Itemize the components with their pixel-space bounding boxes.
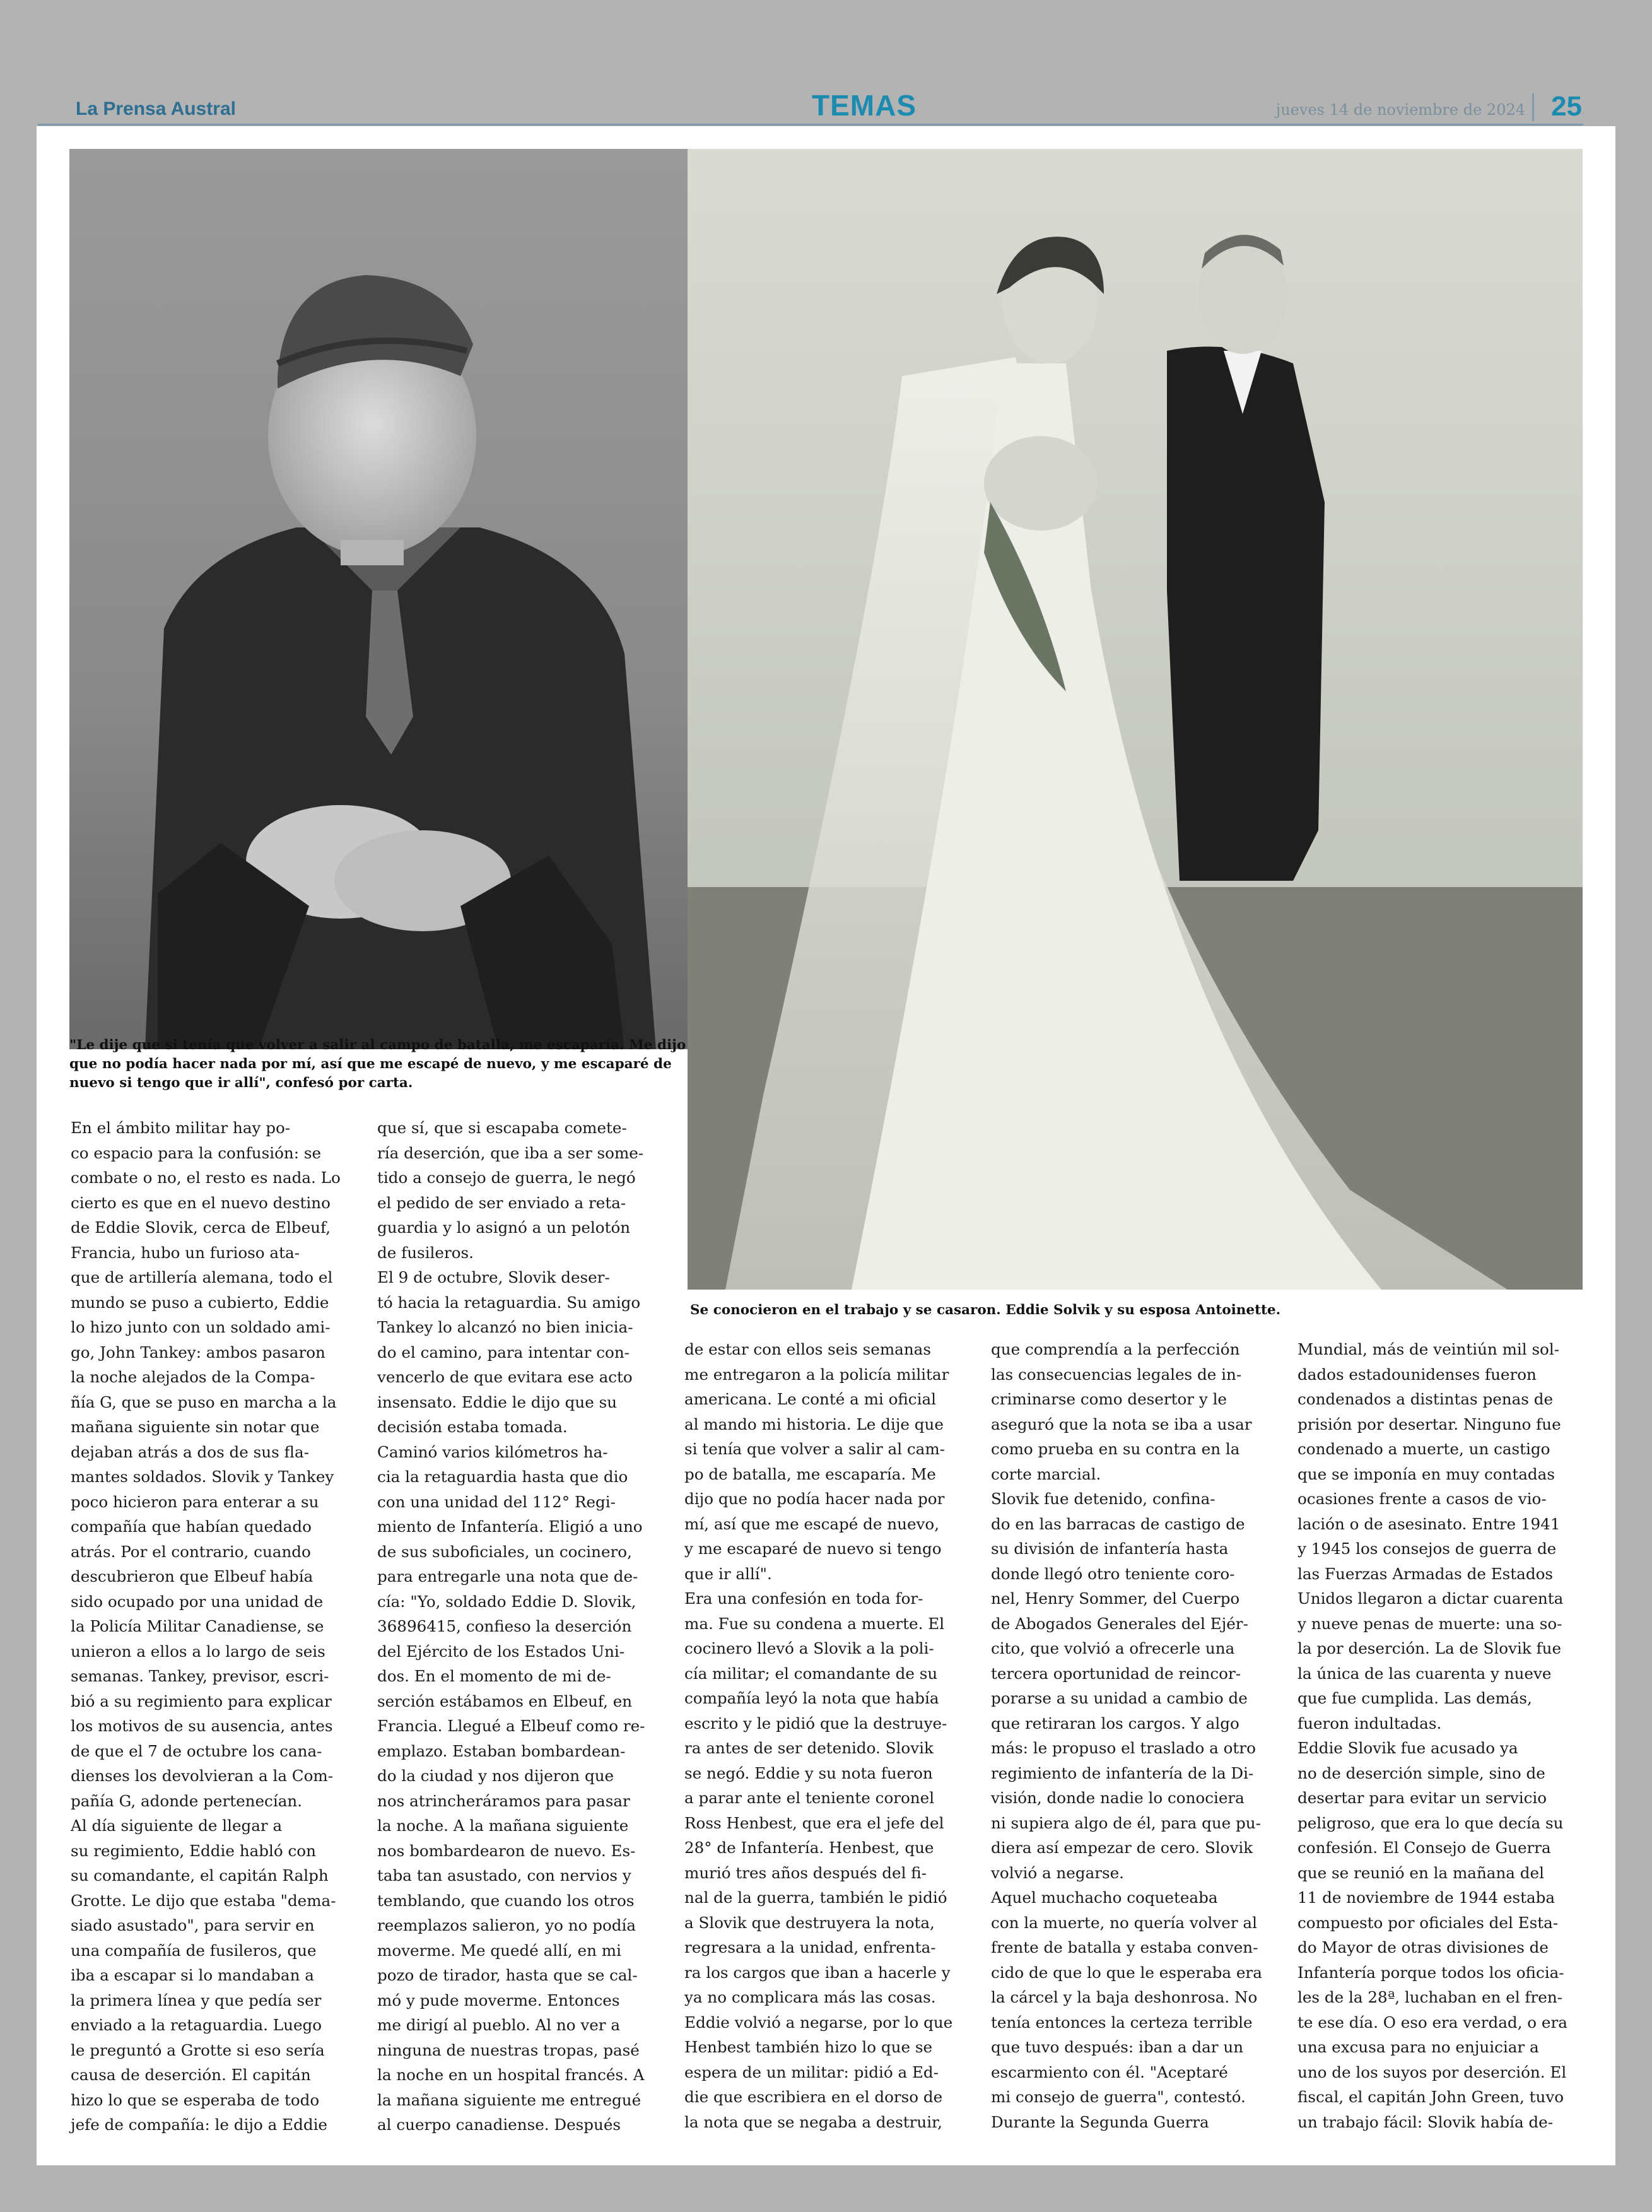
masthead-divider [1532, 93, 1534, 121]
soldier-photo-caption: "Le dije que si tenía que volver a salir al campo de batalla, me escaparía. Me dijo que no podía hacer nada por mí, así que me escapé de nuevo, y me escaparé de nuevo si tengo que ir allí", confesó por carta. [69, 1037, 686, 1091]
column-text: de estar con ellos seis semanas me entregaron a la policía militar americana. Le conté a mi oficial al mando mi historia. Le dije que si tenía que volver a salir al cam- po de batalla, me escaparía. Me dijo que no podía hacer nada por mí, así que me escapé de nuevo, y me escaparé de nuevo si tengo que ir allí". Era una confesión en toda for- ma. Fue su condena a muerte. El cocinero llevó a Slovik a la poli- cía militar; el comandante de su compañía leyó la nota que había escrito y le pidió que la destruye- ra antes de ser detenido. Slovik se negó. Eddie y su nota fueron a parar ante el teniente coronel Ross Henbest, que era el jefe del 28° de Infantería. Henbest, que murió tres años después del fi- nal de la guerra, también le pidió a Slovik que destruyera la nota, regresara a la unidad, enfrenta- ra los cargos que iban a hacerle y ya no complicara más las cosas. Eddie volvió a negarse, por lo que Henbest también hizo lo que se espera de un militar: pidió a Ed- die que escribiera en el dorso de la nota que se negaba a destruir, [684, 1340, 953, 2131]
soldier-portrait-photo [69, 149, 695, 1049]
wedding-photo [688, 149, 1583, 1290]
article-column [991, 1337, 1268, 2134]
article-column [377, 1115, 655, 2138]
column-text: que comprendía a la perfección las consecuencias legales de in- criminarse como desertor y le aseguró que la nota se iba a usar como prueba en su contra en la corte marcial. Slovik fue detenido, confina- do en las barracas de castigo de su división de infantería hasta donde llegó otro teniente coro- nel, Henry Sommer, del Cuerpo de Abogados Generales del Ejér- cito, que volvió a ofrecerle una tercera oportunidad de reincor- porarse a su unidad a cambio de que retiraran los cargos. Y algo más: le propuso el traslado a otro regimiento de infantería de la Di- visión, donde nadie lo conociera ni supiera algo de él, para que pu- diera así empezar de cero. Slovik volvió a negarse. Aquel muchacho coqueteaba con la muerte, no quería volver al frente de batalla y estaba conven- cido de que lo que le esperaba era la cárcel y la baja deshonrosa. No tenía entonces la certeza terrible que tuvo después: iban a dar un escarmiento con él. "Aceptaré mi consejo de guerra", contestó. Durante la Segunda Guerra [991, 1340, 1262, 2131]
column-text: En el ámbito militar hay po- co espacio para la confusión: se combate o no, el resto es nada. Lo cierto es que en el nuevo destino de Eddie Slovik, cerca de Elbeuf, Francia, hubo un furioso ata- que de artillería alemana, todo el mundo se puso a cubierto, Eddie lo hizo junto con un soldado ami- go, John Tankey: ambos pasaron la noche alejados de la Compa- ñía G, que se puso en marcha a la mañana siguiente sin notar que dejaban atrás a dos de sus fla- mantes soldados. Slovik y Tankey poco hicieron para enterar a su compañía que habían quedado atrás. Por el contrario, cuando descubrieron que Elbeuf había sido ocupado por una unidad de la Policía Militar Canadiense, se unieron a ellos a lo largo de seis semanas. Tankey, previsor, escri- bió a su regimiento para explicar los motivos de su ausencia, antes de que el 7 de octubre los cana- dienses los devolvieran a la Com- pañía G, adonde pertenecían. Al día siguiente de llegar a su regimiento, Eddie habló con su comandante, el capitán Ralph Grotte. Le dijo que estaba "dema- siado asustado", para servir en una compañía de fusileros, que iba a escapar si lo mandaban a la primera línea y que pedía ser enviado a la retaguardia. Luego le preguntó a Grotte si eso sería causa de deserción. El capitán hizo lo que se esperaba de todo jefe de compañía: le dijo a Eddie [71, 1119, 341, 2134]
wedding-photo-caption: Se conocieron en el trabajo y se casaron. Eddie Solvik y su esposa Antoinette. [690, 1302, 1281, 1318]
article-column [684, 1337, 962, 2134]
article-column [71, 1115, 348, 2138]
newspaper-name: La Prensa Austral [76, 98, 236, 119]
section-title: TEMAS [812, 89, 917, 122]
issue-date: jueves 14 de noviembre de 2024 [1275, 101, 1525, 119]
masthead [38, 88, 1583, 126]
column-text: que sí, que si escapaba comete- ría deserción, que iba a ser some- tido a consejo de guerra, le negó el pedido de ser enviado a reta- guardia y lo asignó a un pelotón de fusileros. El 9 de octubre, Slovik deser- tó hacia la retaguardia. Su amigo Tankey lo alcanzó no bien inicia- do el camino, para intentar con- vencerlo de que evitara ese acto insensato. Eddie le dijo que su decisión estaba tomada. Caminó varios kilómetros ha- cia la retaguardia hasta que dio con una unidad del 112° Regi- miento de Infantería. Eligió a uno de sus suboficiales, un cocinero, para entregarle una nota que de- cía: "Yo, soldado Eddie D. Slovik, 36896415, confieso la deserción del Ejército de los Estados Uni- dos. En el momento de mi de- serción estábamos en Elbeuf, en Francia. Llegué a Elbeuf como re- emplazo. Estaban bombardean- do la ciudad y nos dijeron que nos atrincheráramos para pasar la noche. A la mañana siguiente nos bombardearon de nuevo. Es- taba tan asustado, con nervios y temblando, que cuando los otros reemplazos salieron, yo no podía moverme. Me quedé allí, en mi pozo de tirador, hasta que se cal- mó y pude moverme. Entonces me dirigí al pueblo. Al no ver a ninguna de nuestras tropas, pasé la noche en un hospital francés. A la mañana siguiente me entregué al cuerpo canadiense. Después [377, 1119, 645, 2134]
article-column [1298, 1337, 1575, 2134]
article-page [37, 126, 1615, 2165]
column-text: Mundial, más de veintiún mil sol- dados estadounidenses fueron condenados a distintas penas de prisión por desertar. Ninguno fue condenado a muerte, un castigo que se imponía en muy contadas ocasiones frente a casos de vio- lación o de asesinato. Entre 1941 y 1945 los consejos de guerra de las Fuerzas Armadas de Estados Unidos llegaron a dictar cuarenta y nueve penas de muerte: una so- la por deserción. La de Slovik fue la única de las cuarenta y nueve que fue cumplida. Las demás, fueron indultadas. Eddie Slovik fue acusado ya no de deserción simple, sino de desertar para evitar un servicio peligroso, que era lo que decía su confesión. El Consejo de Guerra que se reunió en la mañana del 11 de noviembre de 1944 estaba compuesto por oficiales del Esta- do Mayor de otras divisiones de Infantería porque todos los oficia- les de la 28ª, luchaban en el fren- te ese día. O eso era verdad, o era una excusa para no enjuiciar a uno de los suyos por deserción. El fiscal, el capitán John Green, tuvo un trabajo fácil: Slovik había de- [1298, 1340, 1567, 2131]
page-number: 25 [1551, 91, 1582, 122]
